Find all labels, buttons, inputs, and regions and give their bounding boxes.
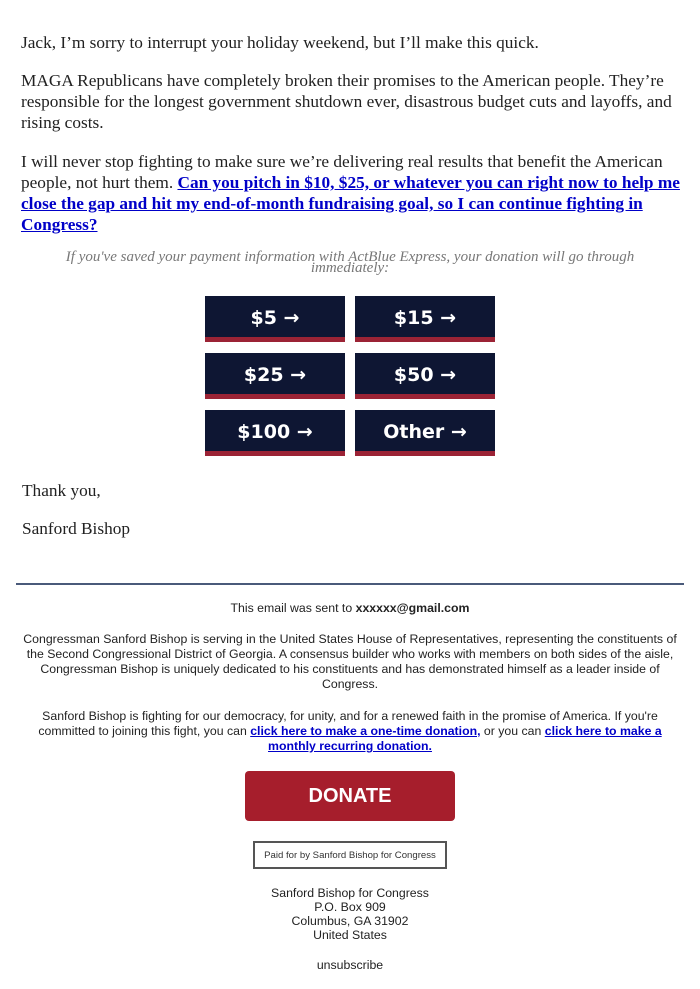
donate-button[interactable]: DONATE (245, 771, 455, 821)
fight-middle-text: or you can (480, 724, 545, 738)
donate-5-button[interactable]: $5 → (205, 296, 345, 342)
signature: Sanford Bishop (22, 519, 131, 538)
closing-thanks: Thank you, (22, 481, 101, 500)
greeting-paragraph: Jack, I’m sorry to interrupt your holiday weekend, but I’ll make this quick. (21, 33, 539, 52)
actblue-express-note: If you've saved your payment information with ActBlue Express, your donation will go through immediately: (65, 249, 635, 276)
sent-to-line (20, 601, 680, 616)
recipient-email: xxxxxx@gmail.com (355, 601, 470, 615)
broken-promises-paragraph: MAGA Republicans have completely broken their promises to the American people. They’re responsible for the longest government shutdown ever, disastrous budget cuts and layoffs, and rising costs. (21, 71, 672, 132)
donate-50-button[interactable]: $50 → (355, 353, 495, 399)
unsubscribe-link[interactable]: unsubscribe (316, 958, 384, 972)
donate-100-button[interactable]: $100 → (205, 410, 345, 456)
about-paragraph: Congressman Sanford Bishop is serving in the United States House of Representatives, representing the constituents of the Second Congressional District of Georgia. A consensus builder who works with members on both sides of the aisle, Congressman Bishop is uniquely dedicated to his constituents and has demonstrated himself as a leader inside of Congress. (23, 632, 677, 691)
monthly-donation-link[interactable]: click here to make a monthly recurring donation. (268, 724, 662, 753)
mailing-address-line3: Columbus, GA 31902 (291, 914, 409, 928)
fight-paragraph (20, 709, 680, 754)
donate-15-button[interactable]: $15 → (355, 296, 495, 342)
mailing-address-line2: P.O. Box 909 (314, 900, 386, 914)
paid-for-disclaimer: Paid for by Sanford Bishop for Congress (253, 841, 447, 869)
mailing-address-line4: United States (313, 928, 387, 942)
ask-text: I will never stop fighting to make sure we’re delivering real results that benefit the American people, not hurt them. (21, 152, 663, 192)
ask-paragraph (21, 151, 681, 235)
fight-text: Sanford Bishop is fighting for our democracy, for unity, and for a renewed faith in the promise of America. If you're committed to joining this fight, you can (38, 709, 658, 738)
donate-other-button[interactable]: Other → (355, 410, 495, 456)
sent-to-label: This email was sent to (230, 601, 356, 615)
unsubscribe-line (20, 958, 680, 973)
pitch-in-link[interactable]: Can you pitch in $10, $25, or whatever you can right now to help me close the gap and hit my end-of-month fundraising goal, so I can continue fighting in Congress? (21, 173, 680, 234)
footer-divider (16, 583, 684, 585)
one-time-donation-link[interactable]: click here to make a one-time donation, (250, 724, 481, 738)
mailing-address-line1: Sanford Bishop for Congress (271, 886, 429, 900)
donate-25-button[interactable]: $25 → (205, 353, 345, 399)
